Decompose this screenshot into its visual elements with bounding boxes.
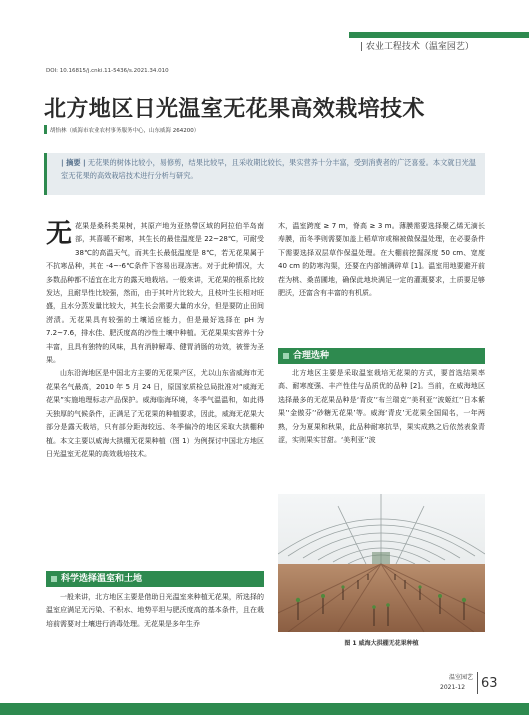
author-affiliation: 胡怡林（威海市农业农村事务服务中心，山东威海 264200） (50, 128, 200, 134)
right-column (278, 220, 485, 300)
drop-cap: 无 (46, 219, 73, 249)
footer-accent-bar (0, 703, 529, 715)
doi-line: DOI: 10.16815/j.cnki.11-5436/s.2021.34.010 (46, 68, 169, 74)
article-title: 北方地区日光温室无花果高效栽培技术 (44, 97, 425, 122)
footer-date: 2021-12 (440, 684, 466, 691)
abstract-text: 无花果的树体比较小，易修剪，结果比较早，且采收期比较长，果实营养十分丰富，受到消费者的广泛喜爱。本文就日光温室无花果的高效栽培技术进行分析与研究。 (61, 158, 477, 180)
left-column-continued (46, 591, 264, 631)
column-tag: | 农业工程技术（温室园艺） (360, 42, 474, 52)
author-marker (44, 125, 47, 134)
body-paragraph: 山东沿海地区是中国北方主要的无花果产区，尤以山东省威海市无花果名气最高，2010 年 5 月 24 日，原国家质检总局批准对“威海无花果”实施地理标志产品保护。威海临海环境，冬季气温温和，如此得天独厚的气候条件，正满足了无花果的种植要求，因此，威海无花果大部分是露天栽培，只有部分距海较远、冬季偏冷的地区采取大拱棚种植。本文主要以威海大拱棚无花果种植（图 1）为例探讨中国北方地区日光温室无花果的高效栽培技术。 (46, 369, 264, 458)
section-heading-greenhouse: 科学选择温室和土地 (46, 571, 264, 587)
intro-paragraph (46, 220, 264, 367)
body-paragraph: 木，温室跨度 ≥ 7 m，脊高 ≥ 3 m。薄膜需要选择聚乙烯无滴长寿膜，而冬季则需要加盖上稻草帘或棉被做保温处理，在必要条件下需要选择双层草作保温处理。在大棚前挖掘深度 50 cm、宽度 40 cm 的防寒沟渠，还要在内部铺满碎草 [1]。温室用地要避开前茬为桃、桑苗圃地，确保此地块满足一定的灌溉要求，土质要足够肥沃，还富含有丰富的有机质。 (278, 222, 485, 298)
footer-divider (477, 672, 478, 694)
figure-caption: 图 1 威海大拱棚无花果种植 (344, 640, 419, 647)
header-accent-bar (349, 32, 529, 38)
body-paragraph: 北方地区主要是采取温室栽培无花果的方式，要首选结果率高、耐寒度强、丰产性佳与品质优的品种 [2]。当前，在威海地区选择最多的无花果品种是‘青皮’‘布兰瑞克’‘美利亚’‘波姬红’‘日本紫果’‘金傲芬’‘砂糖无花果’等。威海‘青皮’无花果全国闻名，一年两熟，分为夏果和秋果，此品种耐寒抗旱，果实成熟之后依然表象青涩，实则果实甘甜。‘美利亚’‘波 (278, 369, 485, 445)
body-paragraph: 一般来讲，北方地区主要是借助日光温室来种植无花果，所选择的温室应满足无污染、不积水、地势平坦与肥沃度高的基本条件，且在栽培前需要对土壤进行消毒处理。无花果是多年生乔 (46, 593, 264, 628)
abstract-box (44, 153, 485, 195)
abstract-label: | 摘要 | (61, 158, 86, 167)
page-number: 63 (481, 676, 498, 691)
left-column (46, 220, 264, 461)
right-column-continued (278, 367, 485, 447)
section-heading-variety: 合理选种 (278, 348, 485, 364)
intro-text: 花果是桑科类果树，其原产地为亚热带区域的阿拉伯半岛南部，其喜暖不耐寒，其生长的最佳温度是 22~28℃，可耐受 38℃的高温天气，而其生长最低温度是 8℃，若无花果属于不抗寒品种，其在 -4~-6℃条件下容易出现冻害。对于此种情况，大多数品种都不适宜在北方的露天地栽培。一般来讲，无花果的根系比较发达，且耐旱性比较强，然而，由于其叶片比较大，且枝叶生长相对旺盛，且水分蒸发量比较大，其生长会需要大量的水分，但是要防止田间涝渍。无花果具有较强的土壤适应能力，但是最好选择在 pH 为 7.2~7.6，排水佳、肥沃度高的沙性土壤中种植。无花果果实营养十分丰富，且具有独特的风味，具有消肿解毒、健胃消肠的功效，被誉为圣果。 (46, 222, 264, 365)
greenhouse-photo (278, 494, 485, 632)
footer-magazine: 温室园艺 (449, 674, 474, 681)
